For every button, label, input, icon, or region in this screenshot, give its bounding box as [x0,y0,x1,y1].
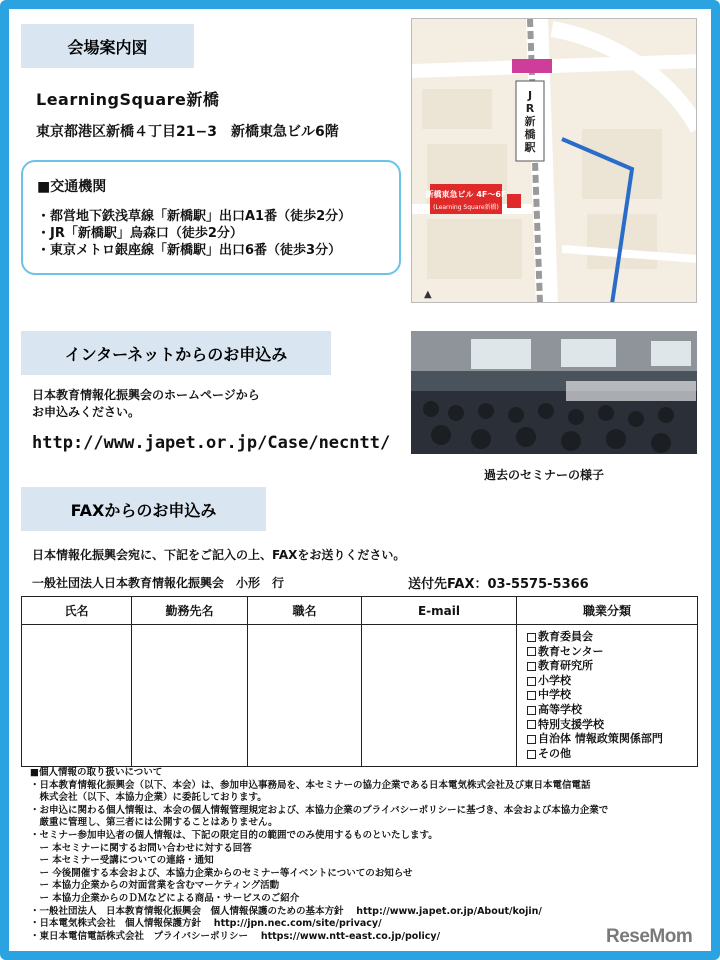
category-item[interactable]: 小学校 [527,674,687,689]
privacy-title: ■個人情報の取り扱いについて [30,767,163,778]
privacy-line: ー 本セミナー受講についての連絡・通知 [30,855,214,867]
privacy-line: 株式会社（以下、本協力企業）に委託しております。 [30,792,267,804]
fax-instruction: 日本情報化振興会宛に、下記をご記入の上、FAXをお送りください。 [32,548,406,562]
category-item[interactable]: 特別支援学校 [527,718,687,733]
header-occupation: 職業分類 [517,597,698,625]
privacy-link-line[interactable]: ・東日本電信電話株式会社 プライバシーポリシー https://www.ntt-east.co.jp/policy/ [30,930,441,942]
privacy-line: ー 本協力企業からのＤＭなどによる商品・サービスのご紹介 [30,892,300,904]
privacy-line: ー 本協力企業からの対面営業を含むマーケティング活動 [30,880,280,892]
building-sublabel: (Learning Square新橋) [433,204,499,211]
building-label: 新橋東急ビル 4F〜6F [425,190,507,199]
photo-caption: 過去のセミナーの様子 [484,468,605,482]
application-form-table [21,596,698,767]
privacy-link-line[interactable]: ・一般社団法人 日本教育情報化振興会 個人情報保護のための基本方針 http://www.japet.or.jp/About/kojin/ [30,905,542,917]
checkbox-icon[interactable] [527,677,536,686]
seminar-photo-graphic [411,331,697,454]
venue-section-title: 会場案内図 [21,24,194,68]
compass-icon: ▲ [424,289,432,300]
category-item[interactable]: 教育センター [527,645,687,660]
checkbox-icon[interactable] [527,706,536,715]
map-graphic [412,19,697,303]
checkbox-icon[interactable] [527,750,536,759]
privacy-notice [30,767,700,943]
privacy-line: ー 今後開催する本会および、本協力企業からのセミナー等イベントについてのお知らせ [30,867,413,879]
checkbox-icon[interactable] [527,691,536,700]
internet-text-1: 日本教育情報化振興会のホームページから [32,388,260,402]
internet-text-2: お申込みください。 [32,405,141,419]
svg-text:新: 新 [524,115,536,128]
seminar-photo [411,331,697,454]
workplace-field[interactable] [132,625,248,767]
fax-number: 送付先FAX：03-5575-5366 [408,577,589,592]
job-title-field[interactable] [248,625,362,767]
svg-text:橋: 橋 [524,128,536,141]
checkbox-icon[interactable] [527,633,536,642]
svg-text:J: J [527,89,533,102]
checkbox-icon[interactable] [527,735,536,744]
name-field[interactable] [22,625,132,767]
header-workplace: 勤務先名 [132,597,248,625]
header-email: E-mail [362,597,517,625]
category-item[interactable]: 中学校 [527,688,687,703]
transport-title: ■交通機関 [37,179,107,195]
occupation-cell [517,625,698,767]
transport-box [21,160,401,275]
application-url[interactable]: http://www.japet.or.jp/Case/necntt/ [32,433,391,453]
transport-item: ・東京メトロ銀座線「新橋駅」出口6番（徒歩3分） [37,243,342,258]
email-field[interactable] [362,625,517,767]
svg-text:駅: 駅 [524,141,536,154]
category-item[interactable]: 教育研究所 [527,659,687,674]
svg-text:R: R [525,102,535,115]
privacy-line: ・日本教育情報化振興会（以下、本会）は、参加申込事務局を、本セミナーの協力企業である日本電気株式会社及び東日本電信電話 [30,779,591,791]
transport-item: ・JR「新橋駅」烏森口（徒歩2分） [37,226,243,241]
privacy-line: ・セミナー参加申込者の個人情報は、下記の限定目的の範囲でのみ使用するものといたします。 [30,829,438,841]
fax-recipient: 一般社団法人日本教育情報化振興会 小形 行 [32,576,285,590]
venue-address: 東京都港区新橋４丁目21−3 新橋東急ビル6階 [36,124,339,140]
form-header-row [22,597,698,625]
privacy-link-line[interactable]: ・日本電気株式会社 個人情報保護方針 http://jpn.nec.com/site/privacy/ [30,918,382,930]
header-name: 氏名 [22,597,132,625]
checkbox-icon[interactable] [527,662,536,671]
form-input-row [22,625,698,767]
privacy-line: ー 本セミナーに関するお問い合わせに対する回答 [30,842,252,854]
header-job-title: 職名 [248,597,362,625]
fax-section-title: FAXからのお申込み [21,487,266,531]
privacy-line: ・お申込に関わる個人情報は、本会の個人情報管理規定および、本協力企業のプライバシーポリシーに基づき、本会および本協力企業で [30,804,609,816]
category-item[interactable]: その他 [527,747,687,762]
category-item[interactable]: 高等学校 [527,703,687,718]
venue-name: LearningSquare新橋 [36,90,220,109]
category-item[interactable]: 教育委員会 [527,630,687,645]
category-item[interactable]: 自治体 情報政策関係部門 [527,732,687,747]
resemom-logo: ReseMom [606,926,693,947]
privacy-line: 厳重に管理し、第三者には公開することはありません。 [30,817,278,829]
transport-item: ・都営地下鉄浅草線「新橋駅」出口A1番（徒歩2分） [37,209,352,224]
venue-map [411,18,697,303]
checkbox-icon[interactable] [527,720,536,729]
internet-section-title: インターネットからのお申込み [21,331,331,375]
checkbox-icon[interactable] [527,647,536,656]
